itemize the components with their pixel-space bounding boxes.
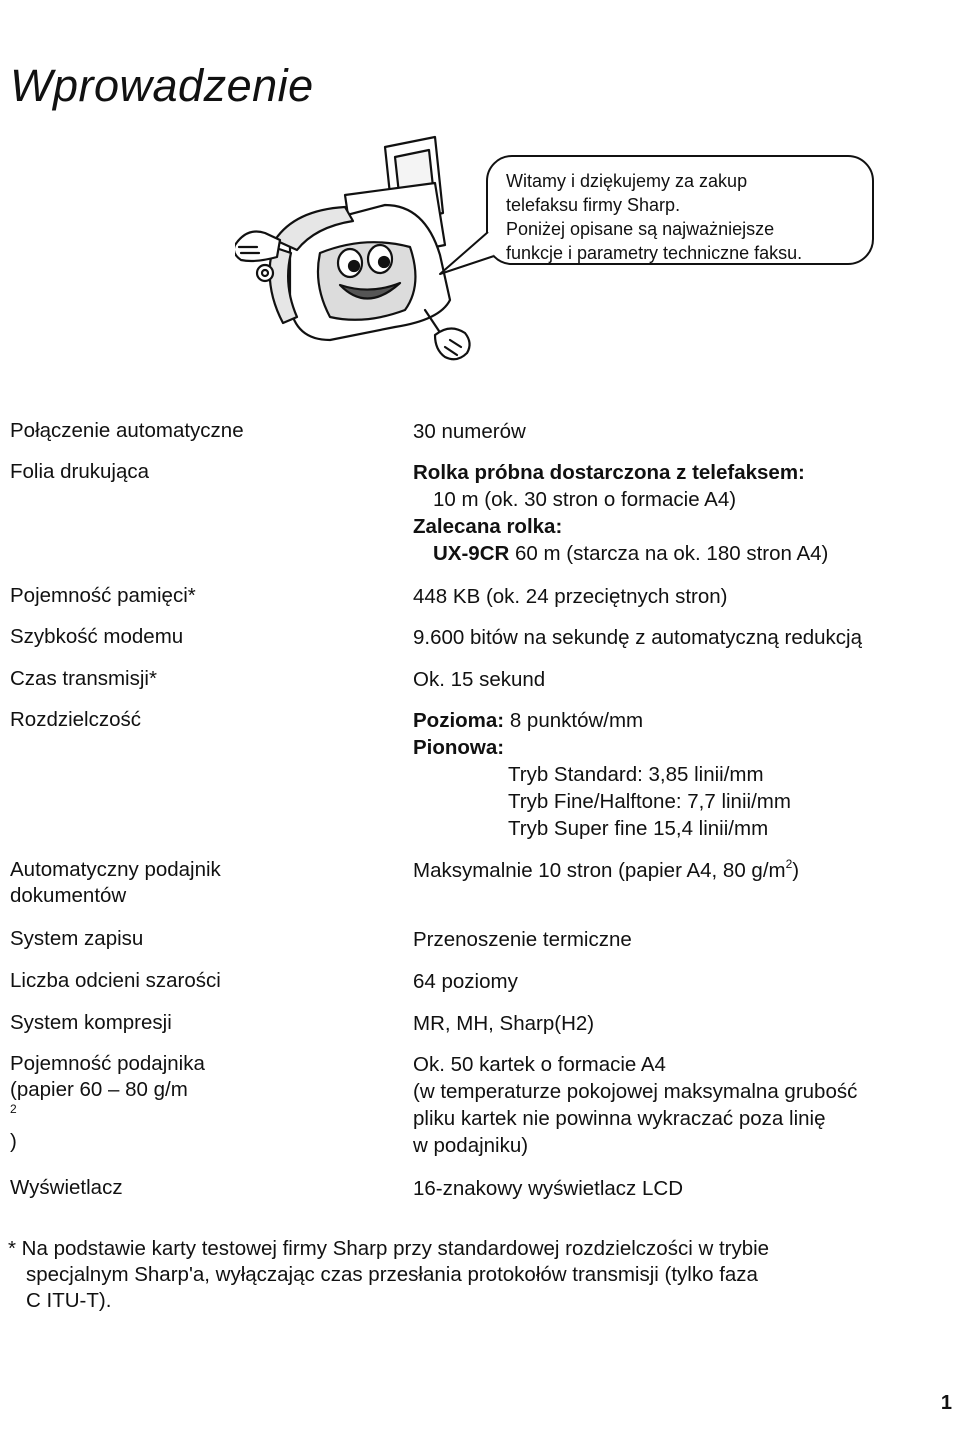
spec-value — [413, 707, 953, 842]
footnote-line: C ITU-T). — [26, 1289, 112, 1312]
spec-value-line: Ok. 50 kartek o formacie A4 — [413, 1053, 666, 1076]
feeder-value-end: ) — [792, 859, 800, 882]
spec-label: Liczba odcieni szarości — [10, 969, 221, 992]
bubble-line: Poniżej opisane są najważniejsze — [506, 219, 775, 239]
ribbon-model-detail: 60 m (starcza na ok. 180 stron A4) — [509, 542, 829, 565]
spec-label: Folia drukująca — [10, 460, 150, 483]
spec-label-line: Pojemność podajnika — [10, 1052, 205, 1075]
spec-value: 16-znakowy wyświetlacz LCD — [413, 1177, 684, 1200]
spec-label: Pojemność pamięci* — [10, 584, 196, 607]
spec-label: Połączenie automatyczne — [10, 419, 244, 442]
spec-value: 9.600 bitów na sekundę z automatyczną redukcją — [413, 626, 862, 649]
vertical-label: Pionowa: — [413, 736, 505, 759]
spec-value: Przenoszenie termiczne — [413, 928, 632, 951]
spec-value-line: pliku kartek nie powinna wykraczać poza linię — [413, 1107, 826, 1130]
bubble-line: funkcje i parametry techniczne faksu. — [506, 243, 803, 263]
footnote — [8, 1236, 948, 1314]
spec-label: Wyświetlacz — [10, 1176, 123, 1199]
footnote-line: specjalnym Sharp'a, wyłączając czas przesłania protokołów transmisji (tylko faza — [26, 1263, 758, 1286]
spec-value — [413, 1051, 953, 1159]
spec-label-line — [10, 1077, 390, 1155]
feeder-value: Maksymalnie 10 stron (papier A4, 80 g/m — [413, 859, 786, 882]
spec-value-line — [413, 540, 953, 567]
tray-label-text: (papier 60 – 80 g/m — [10, 1078, 188, 1101]
resolution-mode: Tryb Super fine 15,4 linii/mm — [508, 817, 769, 840]
page-number: 1 — [940, 1392, 952, 1414]
spec-label — [10, 1051, 390, 1155]
spec-label: Czas transmisji* — [10, 667, 157, 690]
tray-label-end: ) — [10, 1130, 17, 1153]
resolution-mode: Tryb Fine/Halftone: 7,7 linii/mm — [508, 790, 791, 813]
feeder-value-sup: 2 — [785, 857, 793, 871]
spec-value: MR, MH, Sharp(H2) — [413, 1012, 595, 1035]
bubble-line: Witamy i dziękujemy za zakup — [506, 171, 748, 191]
tray-label-sup: 2 — [10, 1102, 17, 1116]
spec-label-line: Automatyczny podajnik — [10, 858, 221, 881]
spec-label-line: dokumentów — [10, 884, 127, 907]
spec-label: Rozdzielczość — [10, 708, 142, 731]
spec-value-line: (w temperaturze pokojowej maksymalna grubość — [413, 1080, 858, 1103]
spec-value: Ok. 15 sekund — [413, 668, 546, 691]
spec-label: Szybkość modemu — [10, 625, 184, 648]
spec-value-line: w podajniku) — [413, 1134, 529, 1157]
speech-bubble — [486, 155, 874, 265]
spec-value-line: Rolka próbna dostarczona z telefaksem: — [413, 461, 805, 484]
spec-value-line — [413, 707, 953, 734]
bubble-line: telefaksu firmy Sharp. — [506, 195, 681, 215]
spec-value: 448 KB (ok. 24 przeciętnych stron) — [413, 585, 728, 608]
spec-label: System zapisu — [10, 927, 144, 950]
speech-bubble-tail — [436, 228, 496, 278]
spec-value — [413, 459, 953, 567]
spec-label — [10, 857, 390, 909]
spec-value: 64 poziomy — [413, 970, 518, 993]
spec-value-line: Zalecana rolka: — [413, 515, 563, 538]
horizontal-label: Pozioma: — [413, 709, 505, 732]
page-title: Wprowadzenie — [10, 60, 314, 111]
footnote-line: * Na podstawie karty testowej firmy Sharp przy standardowej rozdzielczości w trybie — [8, 1237, 770, 1260]
spec-value-line: 10 m (ok. 30 stron o formacie A4) — [433, 488, 737, 511]
spec-label: System kompresji — [10, 1011, 172, 1034]
resolution-mode: Tryb Standard: 3,85 linii/mm — [508, 763, 764, 786]
ribbon-model: UX-9CR — [433, 542, 510, 565]
spec-value — [413, 857, 953, 884]
horizontal-value: 8 punktów/mm — [504, 709, 644, 732]
spec-value: 30 numerów — [413, 420, 526, 443]
